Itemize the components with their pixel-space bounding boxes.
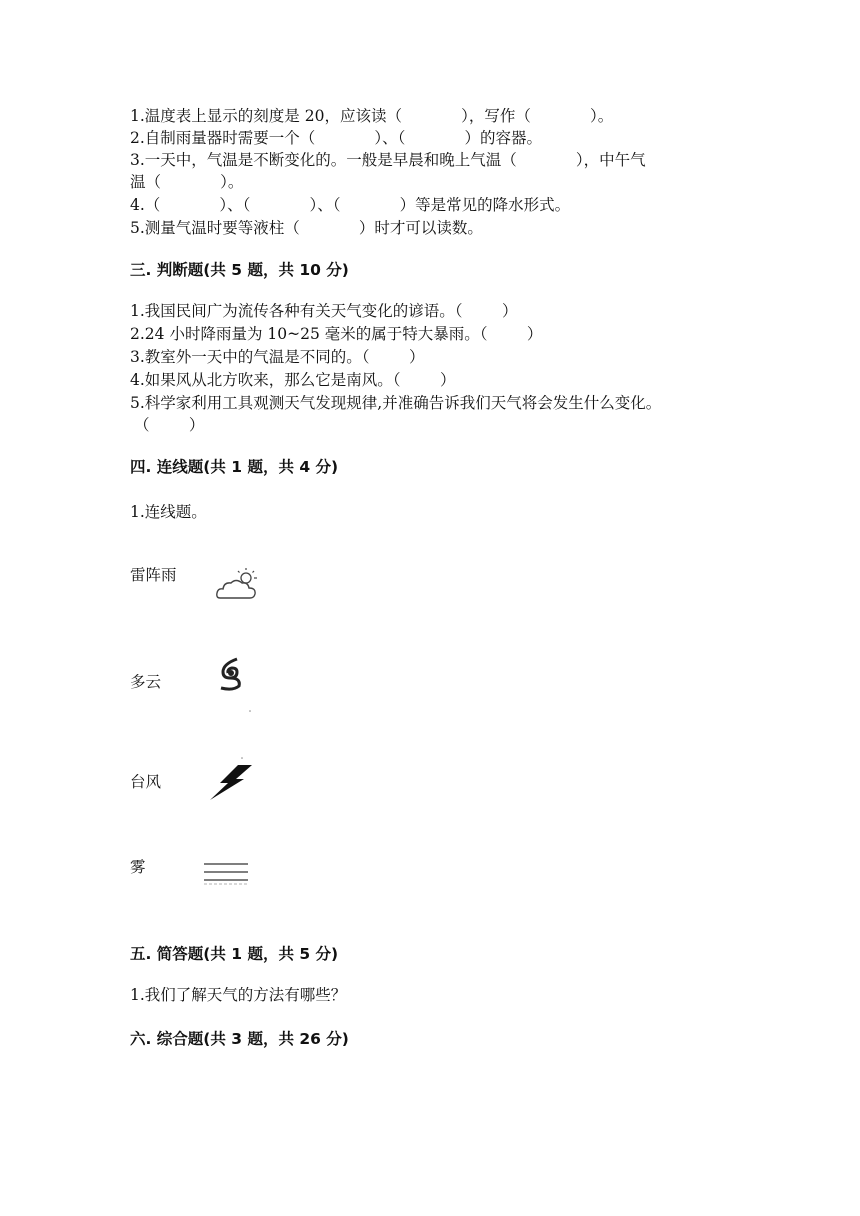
fog-icon: [202, 860, 250, 888]
section-heading-comprehensive: 六. 综合题(共 3 题，共 26 分): [130, 1030, 349, 1048]
typhoon-icon: [215, 656, 249, 692]
fill-blank-item-3: 3.一天中，气温是不断变化的。一般是早晨和晚上气温（ ），中午气: [130, 151, 646, 169]
dot-mark: [240, 756, 244, 760]
judge-item-2: 2.24 小时降雨量为 10~25 毫米的属于特大暴雨。（ ）: [130, 325, 543, 343]
judge-item-5-cont: （ ）: [134, 416, 205, 434]
matching-label-cloudy: 多云: [130, 673, 162, 691]
judge-item-3: 3.教室外一天中的气温是不同的。（ ）: [130, 348, 425, 366]
section-heading-judge: 三. 判断题(共 5 题，共 10 分): [130, 261, 349, 279]
section-heading-short-answer: 五. 简答题(共 1 题，共 5 分): [130, 945, 339, 963]
matching-label-typhoon: 台风: [130, 773, 162, 791]
fill-blank-item-2: 2.自制雨量器时需要一个（ ）、（ ）的容器。: [130, 129, 543, 147]
judge-item-4: 4.如果风从北方吹来，那么它是南风。（ ）: [130, 371, 456, 389]
fill-blank-item-1: 1.温度表上显示的刻度是 20，应该读（ ），写作（ ）。: [130, 107, 614, 125]
partly-cloudy-icon: [214, 566, 262, 602]
section-heading-matching: 四. 连线题(共 1 题，共 4 分): [130, 458, 339, 476]
matching-question: 1.连线题。: [130, 503, 207, 521]
fill-blank-item-4: 4.（ ）、（ ）、（ ）等是常见的降水形式。: [130, 196, 571, 214]
dot-mark: [248, 709, 252, 713]
judge-item-1: 1.我国民间广为流传各种有关天气变化的谚语。（ ）: [130, 302, 518, 320]
judge-item-5: 5.科学家利用工具观测天气发现规律,并准确告诉我们天气将会发生什么变化。: [130, 394, 662, 412]
short-answer-question: 1.我们了解天气的方法有哪些？: [130, 986, 347, 1004]
fill-blank-item-3-cont: 温（ ）。: [130, 173, 244, 191]
lightning-icon: [208, 763, 254, 801]
fill-blank-item-5: 5.测量气温时要等液柱（ ）时才可以读数。: [130, 219, 483, 237]
matching-label-thunderstorm: 雷阵雨: [130, 566, 177, 584]
matching-label-fog: 雾: [130, 858, 146, 876]
